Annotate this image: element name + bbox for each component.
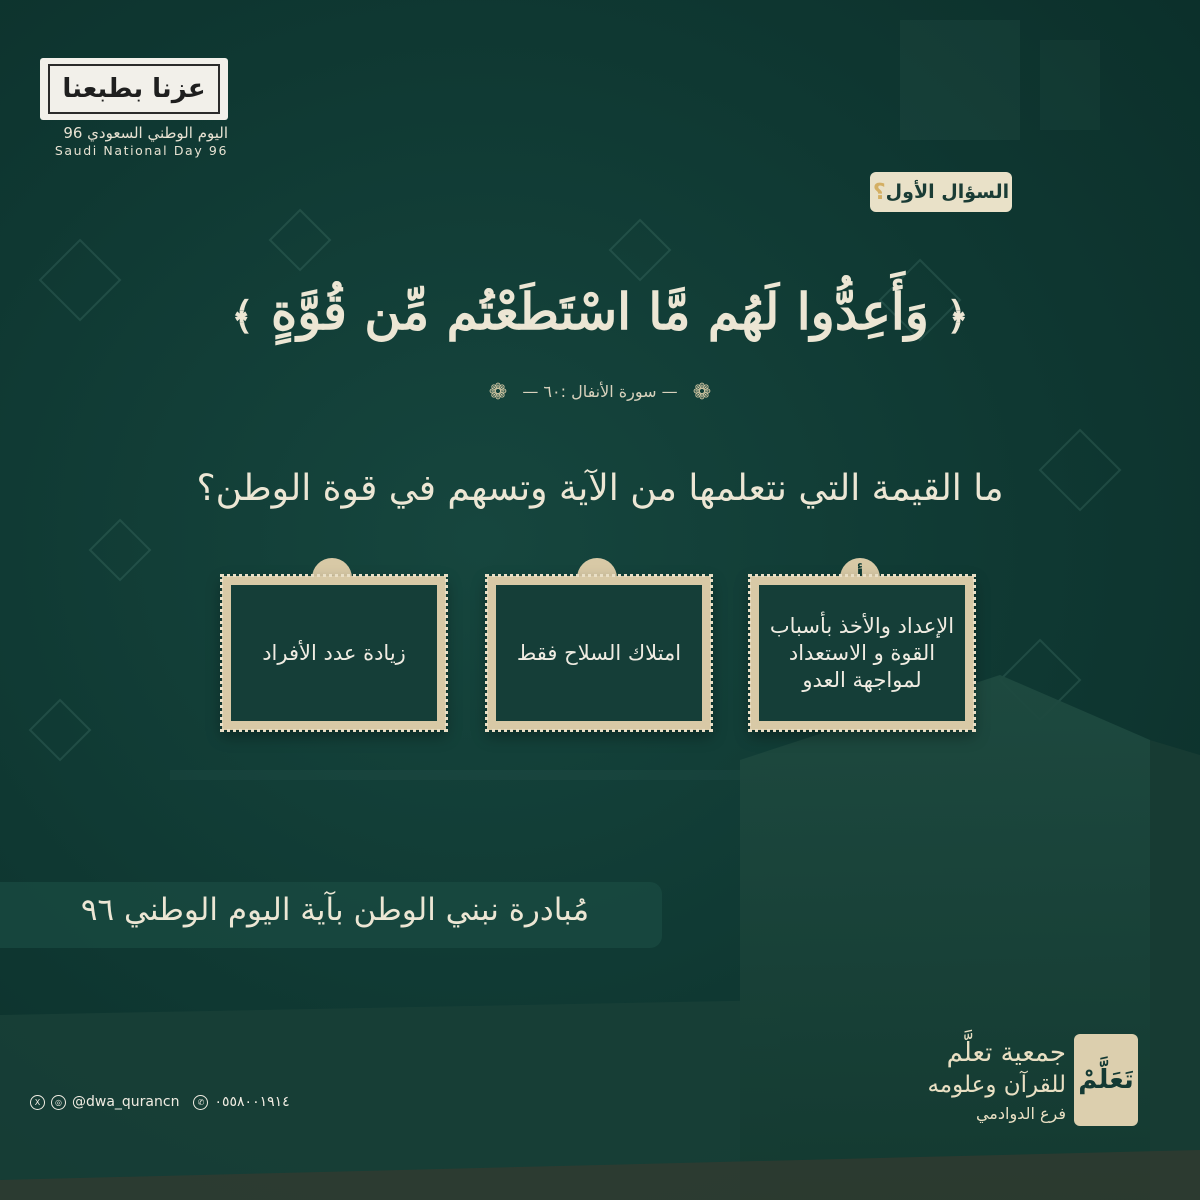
surah-reference-text: — سورة الأنفال :٦٠ — [522,382,678,401]
whatsapp-icon[interactable]: ✆ [193,1095,208,1110]
question-mark-icon: ؟ [872,179,886,205]
verse-open-bracket: ﴿ [946,293,969,338]
flower-ornament-icon: ❁ [692,380,712,405]
social-handle[interactable]: @dwa_qurancn [72,1094,180,1110]
org-name: جمعية تعلَّم [946,1038,1066,1068]
contact-info [30,1094,290,1110]
logo-subtitle-ar: اليوم الوطني السعودي 96 [63,124,228,142]
x-icon[interactable]: X [30,1095,45,1110]
answer-a-card[interactable] [750,576,974,730]
question-tag-label: السؤال الأول [885,181,1010,203]
instagram-icon[interactable]: ◎ [51,1095,66,1110]
answer-a-text: الإعداد والأخذ بأسباب القوة و الاستعداد لمواجهة العدو [769,613,955,692]
logo-subtitle-en: Saudi National Day 96 [54,143,228,158]
answer-c-text: زيادة عدد الأفراد [262,640,406,665]
surah-reference [0,380,1200,405]
org-subtitle: للقرآن وعلومه [927,1072,1066,1098]
verse-close-bracket: ﴾ [231,293,254,338]
answer-c-card[interactable] [222,576,446,730]
question-text: ما القيمة التي نتعلمها من الآية وتسهم في قوة الوطن؟ [196,468,1004,509]
verse-text: وَأَعِدُّوا لَهُم مَّا اسْتَطَعْتُم مِّن قُوَّةٍ [271,282,929,341]
quran-verse [0,280,1200,348]
flower-ornament-icon: ❁ [488,380,508,405]
phone-number[interactable]: ٠٥٥٨٠٠١٩١٤ [214,1094,290,1110]
answer-b-text: امتلاك السلاح فقط [516,640,682,665]
answer-b-card[interactable] [487,576,711,730]
org-branch: فرع الدوادمي [975,1104,1066,1123]
question-tag [870,172,1012,212]
org-logo: تَعَلَّمْ [1074,1034,1138,1126]
logo-mark: عزنا بطبعنا [48,64,220,114]
initiative-banner-text: مُبادرة نبني الوطن بآية اليوم الوطني ٩٦ [80,892,590,928]
national-day-logo [40,58,228,120]
